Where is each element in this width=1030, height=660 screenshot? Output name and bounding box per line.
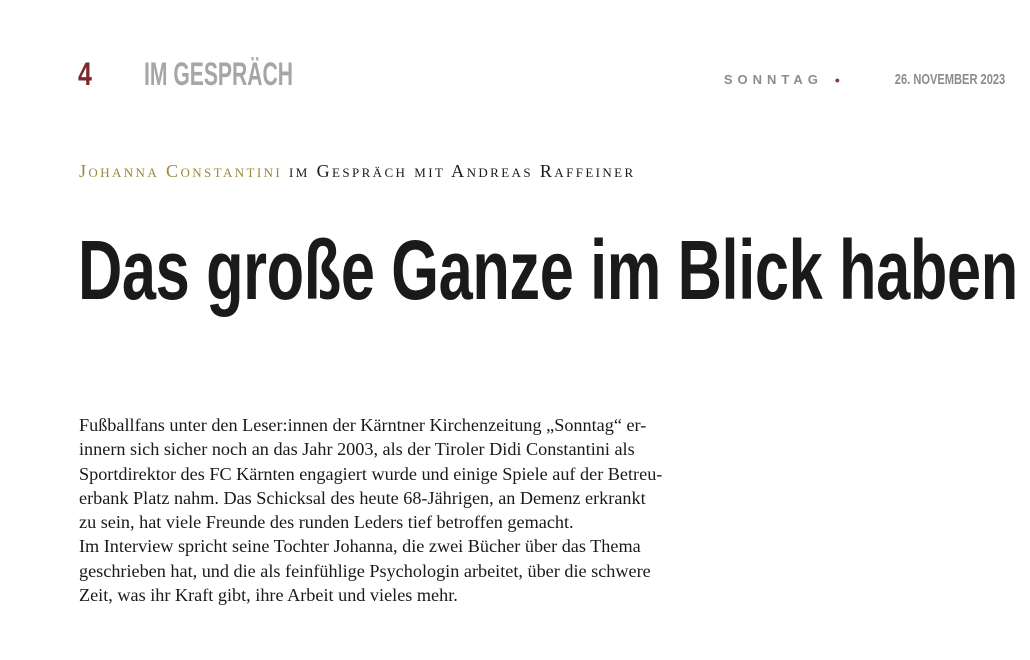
lead-line: zu sein, hat viele Freunde des runden Leders tief betroffen gemacht. (79, 512, 574, 533)
lead-paragraph (79, 413, 799, 607)
lead-line: erbank Platz nahm. Das Schicksal des heute 68-Jährigen, an Demenz erkrankt (79, 487, 646, 508)
headline: Das große Ganze im Blick haben (78, 223, 1018, 317)
section-title: IM GESPRÄCH (144, 56, 294, 92)
lead-line: Fußballfans unter den Leser:innen der Kärntner Kirchenzeitung „Sonntag“ er- (79, 415, 647, 435)
lead-line: Sportdirektor des FC Kärnten engagiert wurde und einige Spiele auf der Betreu- (79, 463, 663, 484)
lead-line: Zeit, was ihr Kraft gibt, ihre Arbeit und vieles mehr. (79, 585, 458, 606)
kicker-author: Johanna Constantini (79, 161, 283, 181)
lead-line: Im Interview spricht seine Tochter Johanna, die zwei Bücher über das Thema (79, 536, 641, 557)
kicker-text: im Gespräch mit Andreas Raffeiner (282, 161, 636, 181)
lead-line: geschrieben hat, und die als feinfühlige Psychologin arbeitet, über die schwere (79, 560, 651, 581)
kicker (79, 158, 636, 184)
separator-dot: • (834, 72, 840, 88)
issue-date: 26. NOVEMBER 2023 (894, 71, 1005, 88)
lead-line: innern sich sicher noch an das Jahr 2003, als der Tiroler Didi Constantini als (79, 439, 635, 460)
issue-info (723, 70, 1005, 90)
page-number: 4 (78, 56, 92, 92)
issue-weekday: SONNTAG (723, 72, 823, 87)
